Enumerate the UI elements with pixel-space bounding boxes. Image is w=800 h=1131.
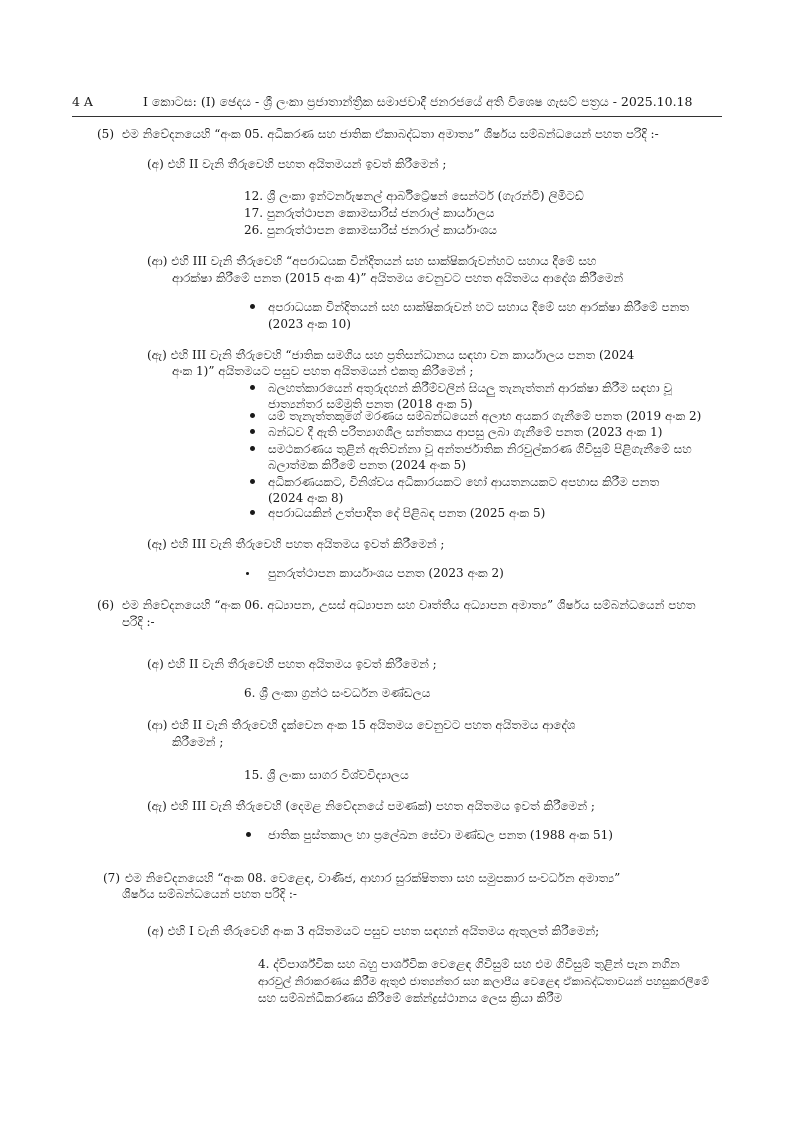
s5-aa-bullet-line1: අපරාධයක වින්දිතයන් සහ සාක්ෂිකරුවන් හට සහාය දීමේ සහ ආරක්ෂා කිරීමේ පනත [268,300,690,314]
s5-ae-item-5a: අධිකරණයකට, විනිශ්චය අධිකාරයකට හෝ ආයතනයකට අපහාස කිරීම පනත [268,475,660,489]
s5-a-item-26: 26. පුනරුත්ථාපන කොමසාරිස් ජනරාල් කාර්යාංශය [244,223,497,237]
s5-ai-text: (ඈ) එහි III වැනි තීරුවෙහි පහත අයිතමය ඉවත් කිරීමෙන් ; [147,537,445,551]
section-5-number: (5) [97,127,114,141]
s5-ae-item-1a: බලහත්කාරයෙන් අතුරුදහන් කිරීම්වලින් සියලු තැනැත්තන් ආරක්ෂා කිරීම සඳහා වූ [268,381,673,395]
s5-aa-line2: ආරක්ෂා කිරීමේ පනත (2015 අංක 4)” අයිතමය වෙනුවට පහත අයිතමය ආදේශ කිරීමෙන් [172,271,624,285]
bullet-icon [246,832,251,837]
s6-a-item: 6. ශ්‍රී ලංකා ග්‍රන්ථ සංවර්ධන මණ්ඩලය [244,686,431,700]
bullet-icon [250,304,255,309]
s6-ae-bullet: ජාතික පුස්තකාල හා ප්‍රලේඛන සේවා මණ්ඩල පනත (1988 අංක 51) [268,828,613,842]
s5-ai-bullet: පුනරුත්ථාපන කාර්යාංශය පනත (2023 අංක 2) [268,566,504,580]
page-number: 4 A [72,94,93,109]
s5-ae-item-1b: ජාත්‍යන්තර සම්මුති පනත (2018 අංක 5) [268,397,473,411]
section-6-number: (6) [97,598,114,612]
s6-aa-item: 15. ශ්‍රී ලංකා සාගර විශ්වවිද්‍යාලය [244,768,409,782]
s5-ae-line2: අංක 1)” අයිතමයට පසුව පහත අයිතමයන් එකතු කිරීමෙන් ; [172,364,474,378]
section-5-intro: එම නිවේදනයෙහි “අංක 05. අධිකරණ සහ ජාතික ඒකාබද්ධතා අමාත්‍ය” ශීර්ෂය සම්බන්ධයෙන් පහත පරිදි :- [122,127,659,141]
s5-ae-item-2: යම් තැනැත්තකුගේ මරණය සම්බන්ධයෙන් අලාභ අයකර ගැනීමේ පනත (2019 අංක 2) [268,409,702,423]
section-6-line1: එම නිවේදනයෙහි “අංක 06. අධ්‍යාපන, උසස් අධ්‍යාපන සහ වෘත්තීය අධ්‍යාපන අමාත්‍ය” ශීර්ෂය සම්බන්ධයෙන් පහත [122,598,696,612]
bullet-icon [250,446,255,451]
section-7-line1: එම නිවේදනයෙහි “අංක 08. වෙළෙඳ, වාණිජ, ආහාර සුරක්ෂිතතා සහ සමුපකාර සංවර්ධන අමාත්‍ය” [125,871,621,885]
gazette-header-title: I කොටස: (I) ඡෙදය - ශ්‍රී ලංකා ප්‍රජාතාන්ත්‍රික සමාජවාදී ජනරජයේ අති විශෙෂ ගැසට් පත්‍රය - 2025.10.18 [143,94,693,109]
s5-a-text: (අ) එහි II වැනි තීරුවෙහි පහත අයිතමයන් ඉවත් කිරීමෙන් ; [147,157,447,171]
s7-item-line3: සහ සම්බන්ධීකරණය කිරීමේ කේන්ද්‍රස්ථානය ලෙස ක්‍රියා කිරීම [258,991,563,1005]
bullet-icon [246,572,249,575]
s5-ae-item-3: බන්ධව දී ඇති පරිත්‍යාගශීල සන්තකය ආපසු ලබා ගැනීමේ පනත (2023 අංක 1) [268,425,663,439]
s7-item-line1: 4. ද්විපාර්ශ්වික සහ බහු පාර්ශ්වික වෙළෙඳ ගිවිසුම් සහ එම ගිවිසුම් තුළින් පැන නගින [258,957,680,971]
s5-ae-item-5b: (2024 අංක 8) [268,491,344,505]
s5-ae-item-6: අපරාධයකින් උත්පාදිත දේ පිළිබඳ පනත (2025 අංක 5) [268,506,546,520]
s5-ae-item-4b: බලාත්මක කිරීමේ පනත (2024 අංක 5) [268,458,466,472]
s7-a-text: (අ) එහි I වැනි තීරුවෙහි අංක 3 අයිතමයට පසුව පහත සඳහන් අයිතමය ඇතුලත් කිරීමෙන්; [147,924,600,938]
header-rule [72,116,722,117]
s5-aa-line1: (ආ) එහි III වැනි තීරුවෙහි “අපරාධයක වින්දිතයන් සහ සාක්ෂිකරුවන්හට සහාය දීමේ සහ [147,254,597,268]
s6-a-text: (අ) එහි II වැනි තීරුවෙහි පහත අයිතමය ඉවත් කිරීමෙන් ; [147,657,437,671]
bullet-icon [250,413,255,418]
s6-aa-line1: (ආ) එහි II වැනි තීරුවෙහි දැක්වෙන අංක 15 අයිතමය වෙනුවට පහත අයිතමය ආදේශ [147,718,576,732]
section-7-line2: ශීර්ෂය සම්බන්ධයෙන් පහත පරිදි :- [122,887,297,901]
s7-item-line2: ආරවුල් නිරාකරණය කිරීම ඇතුළු ජාත්‍යන්තර සහ කලාපීය වෙළෙඳ ඒකාබද්ධතාවයන් පහසුකරලීමේ [258,975,710,988]
bullet-icon [250,429,255,434]
s6-aa-line2: කිරීමෙන් ; [172,735,224,749]
section-6-line2: පරිදි :- [122,615,155,629]
s5-aa-bullet-line2: (2023 අංක 10) [268,317,351,331]
bullet-icon [250,385,255,390]
s5-ae-item-4a: සමථකරණය තුළින් ඇතිවන්නා වූ අන්තර්ජාතික නිරවුල්කරණ ගිවිසුම් පිළිගැනීමේ සහ [268,442,692,456]
s5-ae-line1: (ඇ) එහි III වැනි තීරුවෙහි “ජාතික සමගිය සහ ප්‍රතිසන්ධානය සඳහා වන කාර්යාලය පනත (2024 [147,348,635,362]
bullet-icon [250,510,255,515]
s6-ae-text: (ඇ) එහි III වැනි තීරුවෙහි (දෙමළ නිවේදනයේ පමණක්) පහත අයිතමය ඉවත් කිරීමෙන් ; [147,799,595,813]
bullet-icon [250,479,255,484]
s5-a-item-12: 12. ශ්‍රී ලංකා ඉන්ටර්නැෂනල් ආර්බිට්‍රේෂන් සෙන්ටර් (ගැරන්ටි) ලිමිටඩ් [244,189,584,203]
section-7-number: (7) [103,871,120,885]
s5-a-item-17: 17. පුනරුත්ථාපන කොමසාරිස් ජනරාල් කාර්යාලය [244,206,495,220]
